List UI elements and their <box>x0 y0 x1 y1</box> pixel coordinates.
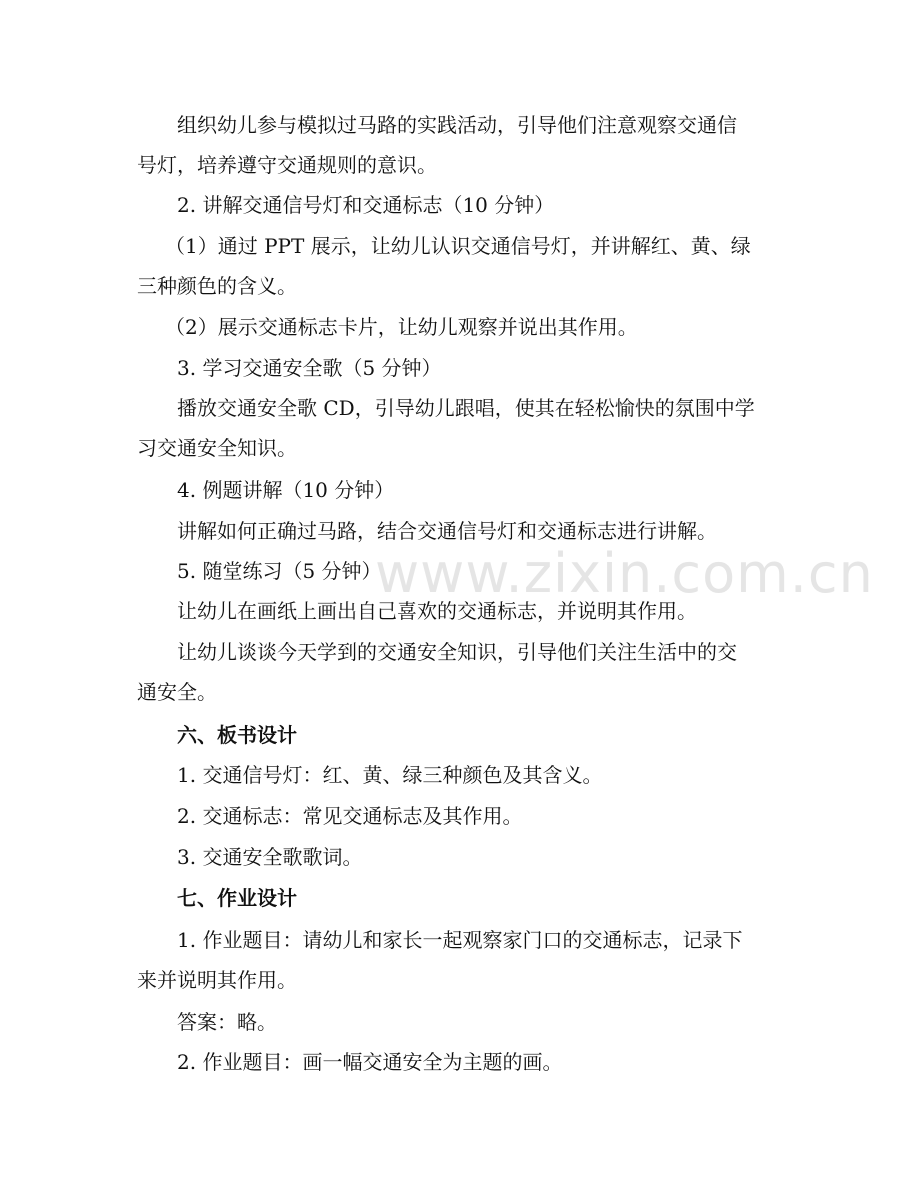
text-line: 来并说明其作用。 <box>137 968 297 992</box>
board-item-1 <box>0 755 920 795</box>
text-line: 讲解如何正确过马路，结合交通信号灯和交通标志进行讲解。 <box>177 519 717 543</box>
text-line: 3. 交通安全歌歌词。 <box>177 845 363 869</box>
text-line: 2. 作业题目：画一幅交通安全为主题的画。 <box>177 1050 563 1074</box>
answer-line <box>0 1002 920 1042</box>
paragraph-safety-song <box>0 388 920 468</box>
watermark: www.zixin.com.cn <box>375 542 874 605</box>
text-line: 习交通安全知识。 <box>137 436 297 460</box>
text-line: 号灯，培养遵守交通规则的意识。 <box>137 153 437 177</box>
section-item-2 <box>0 185 920 225</box>
section-item-4 <box>0 470 920 510</box>
text-line: 2. 交通标志：常见交通标志及其作用。 <box>177 804 523 828</box>
paragraph-traffic-sign-cards <box>0 307 920 347</box>
text-line: 1. 作业题目：请幼儿和家长一起观察家门口的交通标志，记录下 <box>177 928 743 952</box>
homework-item-2 <box>0 1042 920 1082</box>
text-line: 3. 学习交通安全歌（5 分钟） <box>177 356 442 380</box>
text-line: 三种颜色的含义。 <box>137 274 297 298</box>
section-item-3 <box>0 348 920 388</box>
heading-board-design <box>0 715 920 755</box>
paragraph-discussion <box>0 632 920 712</box>
text-line: 1. 交通信号灯：红、黄、绿三种颜色及其含义。 <box>177 763 603 787</box>
paragraph-traffic-light <box>0 226 920 306</box>
text-line: 组织幼儿参与模拟过马路的实践活动，引导他们注意观察交通信 <box>177 113 737 137</box>
text-line: 播放交通安全歌 CD，引导幼儿跟唱，使其在轻松愉快的氛围中学 <box>177 396 755 420</box>
section-heading: 七、作业设计 <box>177 886 297 910</box>
text-line: （1）通过 PPT 展示，让幼儿认识交通信号灯，并讲解红、黄、绿 <box>165 234 751 258</box>
text-line: 2. 讲解交通信号灯和交通标志（10 分钟） <box>177 193 555 217</box>
section-heading: 六、板书设计 <box>177 723 297 747</box>
board-item-2 <box>0 796 920 836</box>
text-line: 让幼儿在画纸上画出自己喜欢的交通标志，并说明其作用。 <box>177 599 697 623</box>
heading-homework-design <box>0 878 920 918</box>
board-item-3 <box>0 837 920 877</box>
homework-item-1 <box>0 920 920 1000</box>
text-line: 通安全。 <box>137 680 217 704</box>
text-line: 让幼儿谈谈今天学到的交通安全知识，引导他们关注生活中的交 <box>177 640 737 664</box>
paragraph-practice-activity <box>0 105 920 185</box>
text-line: 4. 例题讲解（10 分钟） <box>177 478 395 502</box>
text-line: 5. 随堂练习（5 分钟） <box>177 559 382 583</box>
text-line: 答案：略。 <box>177 1010 277 1034</box>
text-line: （2）展示交通标志卡片，让幼儿观察并说出其作用。 <box>165 315 638 339</box>
